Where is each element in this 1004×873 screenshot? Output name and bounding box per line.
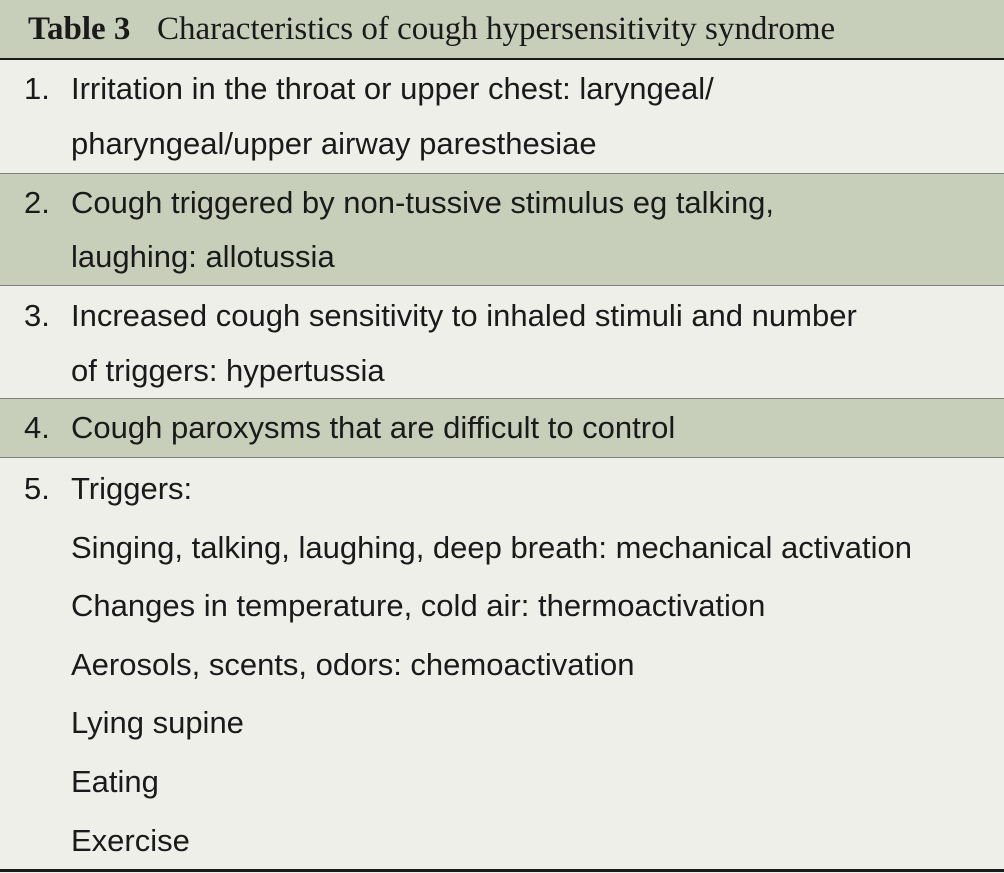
table-label: Table 3 xyxy=(28,11,131,47)
row-text: Aerosols, scents, odors: chemoactivation xyxy=(71,647,635,682)
table-row xyxy=(0,286,1004,398)
table-row xyxy=(0,458,1004,869)
table-row xyxy=(0,399,1004,457)
row-text: Cough paroxysms that are difficult to control xyxy=(71,410,676,445)
row-text: Triggers: xyxy=(71,471,193,506)
row-text: Changes in temperature, cold air: thermoactivation xyxy=(71,588,766,623)
row-text: Increased cough sensitivity to inhaled stimuli and number xyxy=(71,298,857,333)
row-number: 2. xyxy=(24,185,50,220)
bottom-rule xyxy=(0,869,1004,872)
row-text: Cough triggered by non-tussive stimulus eg talking, xyxy=(71,185,775,220)
row-text: laughing: allotussia xyxy=(71,239,335,274)
table-row xyxy=(0,174,1004,285)
table-caption xyxy=(0,0,1004,58)
row-number: 5. xyxy=(24,471,50,506)
row-number: 1. xyxy=(24,71,50,106)
row-number: 4. xyxy=(24,410,50,445)
row-text: of triggers: hypertussia xyxy=(71,353,385,388)
row-number: 3. xyxy=(24,298,50,333)
row-text: Singing, talking, laughing, deep breath: mechanical activation xyxy=(71,530,912,565)
row-text: Irritation in the throat or upper chest: laryngeal/ xyxy=(71,71,714,106)
row-text: Lying supine xyxy=(71,705,244,740)
row-text: Eating xyxy=(71,764,159,799)
row-text: Exercise xyxy=(71,823,190,858)
table-row xyxy=(0,60,1004,173)
table-title: Characteristics of cough hypersensitivity syndrome xyxy=(157,11,836,47)
row-text: pharyngeal/upper airway paresthesiae xyxy=(71,126,597,161)
